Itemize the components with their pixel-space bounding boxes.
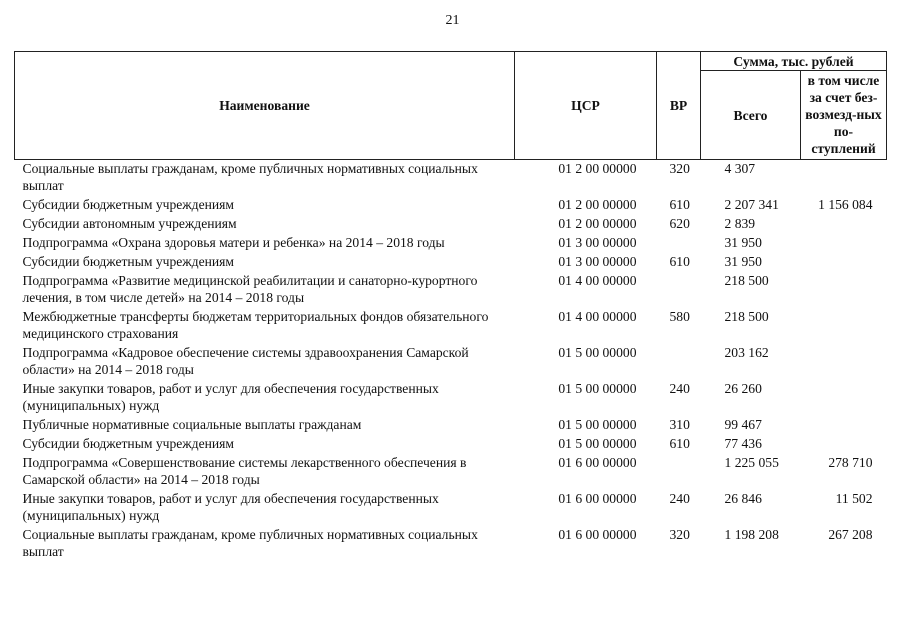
row-grant	[801, 215, 887, 234]
row-total: 77 436	[724, 436, 762, 451]
row-vr: 610	[669, 254, 690, 269]
row-total: 31 950	[724, 235, 762, 250]
header-csr: ЦСР	[515, 52, 657, 160]
row-vr	[657, 344, 701, 380]
row-name: Социальные выплаты гражданам, кроме публичных нормативных социальных выплат	[22, 527, 478, 559]
row-vr: 580	[669, 309, 690, 324]
table-row	[15, 344, 887, 380]
row-csr: 01 2 00 00000	[558, 216, 637, 231]
header-grant: в том числе за счет без-возмезд-ных по-ступлений	[801, 71, 887, 160]
row-name: Субсидии бюджетным учреждениям	[22, 197, 235, 212]
row-grant: 267 208	[828, 527, 873, 542]
row-name: Субсидии автономным учреждениям	[22, 216, 237, 231]
row-name: Подпрограмма «Совершенствование системы лекарственного обеспечения в Самарской области» на 2014 – 2018 годы	[22, 455, 467, 487]
table-row	[15, 253, 887, 272]
row-name: Социальные выплаты гражданам, кроме публичных нормативных социальных выплат	[22, 161, 478, 193]
table-row	[15, 454, 887, 490]
row-csr: 01 5 00 00000	[558, 436, 637, 451]
row-total: 4 307	[724, 161, 756, 176]
header-sum: Сумма, тыс. рублей	[701, 52, 887, 71]
row-total: 99 467	[724, 417, 762, 432]
row-csr: 01 5 00 00000	[558, 417, 637, 432]
table-row	[15, 160, 887, 197]
row-vr: 320	[669, 527, 690, 542]
row-total: 1 225 055	[724, 455, 779, 470]
table-row	[15, 196, 887, 215]
table-row	[15, 435, 887, 454]
table-row	[15, 416, 887, 435]
row-vr: 320	[669, 161, 690, 176]
table-row	[15, 308, 887, 344]
header-vr: ВР	[657, 52, 701, 160]
row-total: 203 162	[724, 345, 769, 360]
row-name: Иные закупки товаров, работ и услуг для обеспечения государственных (муниципальных) нужд	[22, 381, 439, 413]
row-vr: 620	[669, 216, 690, 231]
table-row	[15, 234, 887, 253]
row-grant: 11 502	[835, 491, 873, 506]
table-row	[15, 215, 887, 234]
row-total: 218 500	[724, 309, 769, 324]
row-csr: 01 5 00 00000	[558, 381, 637, 396]
row-grant: 1 156 084	[818, 197, 873, 212]
row-vr: 310	[669, 417, 690, 432]
row-grant	[801, 234, 887, 253]
row-vr	[657, 272, 701, 308]
row-name: Межбюджетные трансферты бюджетам территориальных фондов обязательного медицинского страхования	[22, 309, 489, 341]
row-csr: 01 6 00 00000	[558, 455, 637, 470]
table-header	[15, 52, 887, 160]
row-csr: 01 2 00 00000	[558, 197, 637, 212]
budget-table	[14, 51, 887, 562]
row-total: 26 846	[724, 491, 762, 506]
row-name: Подпрограмма «Охрана здоровья матери и ребенка» на 2014 – 2018 годы	[22, 235, 445, 250]
row-total: 2 207 341	[724, 197, 779, 212]
table-body	[15, 160, 887, 563]
row-total: 218 500	[724, 273, 769, 288]
row-name: Публичные нормативные социальные выплаты гражданам	[22, 417, 362, 432]
row-csr: 01 6 00 00000	[558, 527, 637, 542]
row-grant	[801, 308, 887, 344]
row-csr: 01 4 00 00000	[558, 273, 637, 288]
row-grant	[801, 344, 887, 380]
table-row	[15, 526, 887, 562]
row-total: 2 839	[724, 216, 756, 231]
row-csr: 01 3 00 00000	[558, 254, 637, 269]
table-row	[15, 380, 887, 416]
row-csr: 01 6 00 00000	[558, 491, 637, 506]
row-csr: 01 3 00 00000	[558, 235, 637, 250]
header-name: Наименование	[15, 52, 515, 160]
row-grant	[801, 272, 887, 308]
row-vr: 610	[669, 197, 690, 212]
row-grant	[801, 253, 887, 272]
table-row	[15, 272, 887, 308]
row-grant	[801, 380, 887, 416]
row-total: 31 950	[724, 254, 762, 269]
row-name: Субсидии бюджетным учреждениям	[22, 254, 235, 269]
row-vr: 610	[669, 436, 690, 451]
row-vr	[657, 454, 701, 490]
row-grant	[801, 435, 887, 454]
row-total: 1 198 208	[724, 527, 779, 542]
row-grant	[801, 416, 887, 435]
table-row	[15, 490, 887, 526]
row-csr: 01 2 00 00000	[558, 161, 637, 176]
row-vr: 240	[669, 381, 690, 396]
row-name: Иные закупки товаров, работ и услуг для обеспечения государственных (муниципальных) нужд	[22, 491, 439, 523]
row-vr	[657, 234, 701, 253]
row-csr: 01 5 00 00000	[558, 345, 637, 360]
row-grant	[801, 160, 887, 197]
row-total: 26 260	[724, 381, 762, 396]
row-name: Подпрограмма «Развитие медицинской реабилитации и санаторно-курортного лечения, в том числе детей» на 2014 – 2018 годы	[22, 273, 478, 305]
row-name: Субсидии бюджетным учреждениям	[22, 436, 235, 451]
row-vr: 240	[669, 491, 690, 506]
row-csr: 01 4 00 00000	[558, 309, 637, 324]
row-grant: 278 710	[828, 455, 873, 470]
row-name: Подпрограмма «Кадровое обеспечение системы здравоохранения Самарской области» на 2014 – 2018 годы	[22, 345, 469, 377]
page-number: 21	[445, 13, 460, 28]
header-total: Всего	[701, 71, 801, 160]
